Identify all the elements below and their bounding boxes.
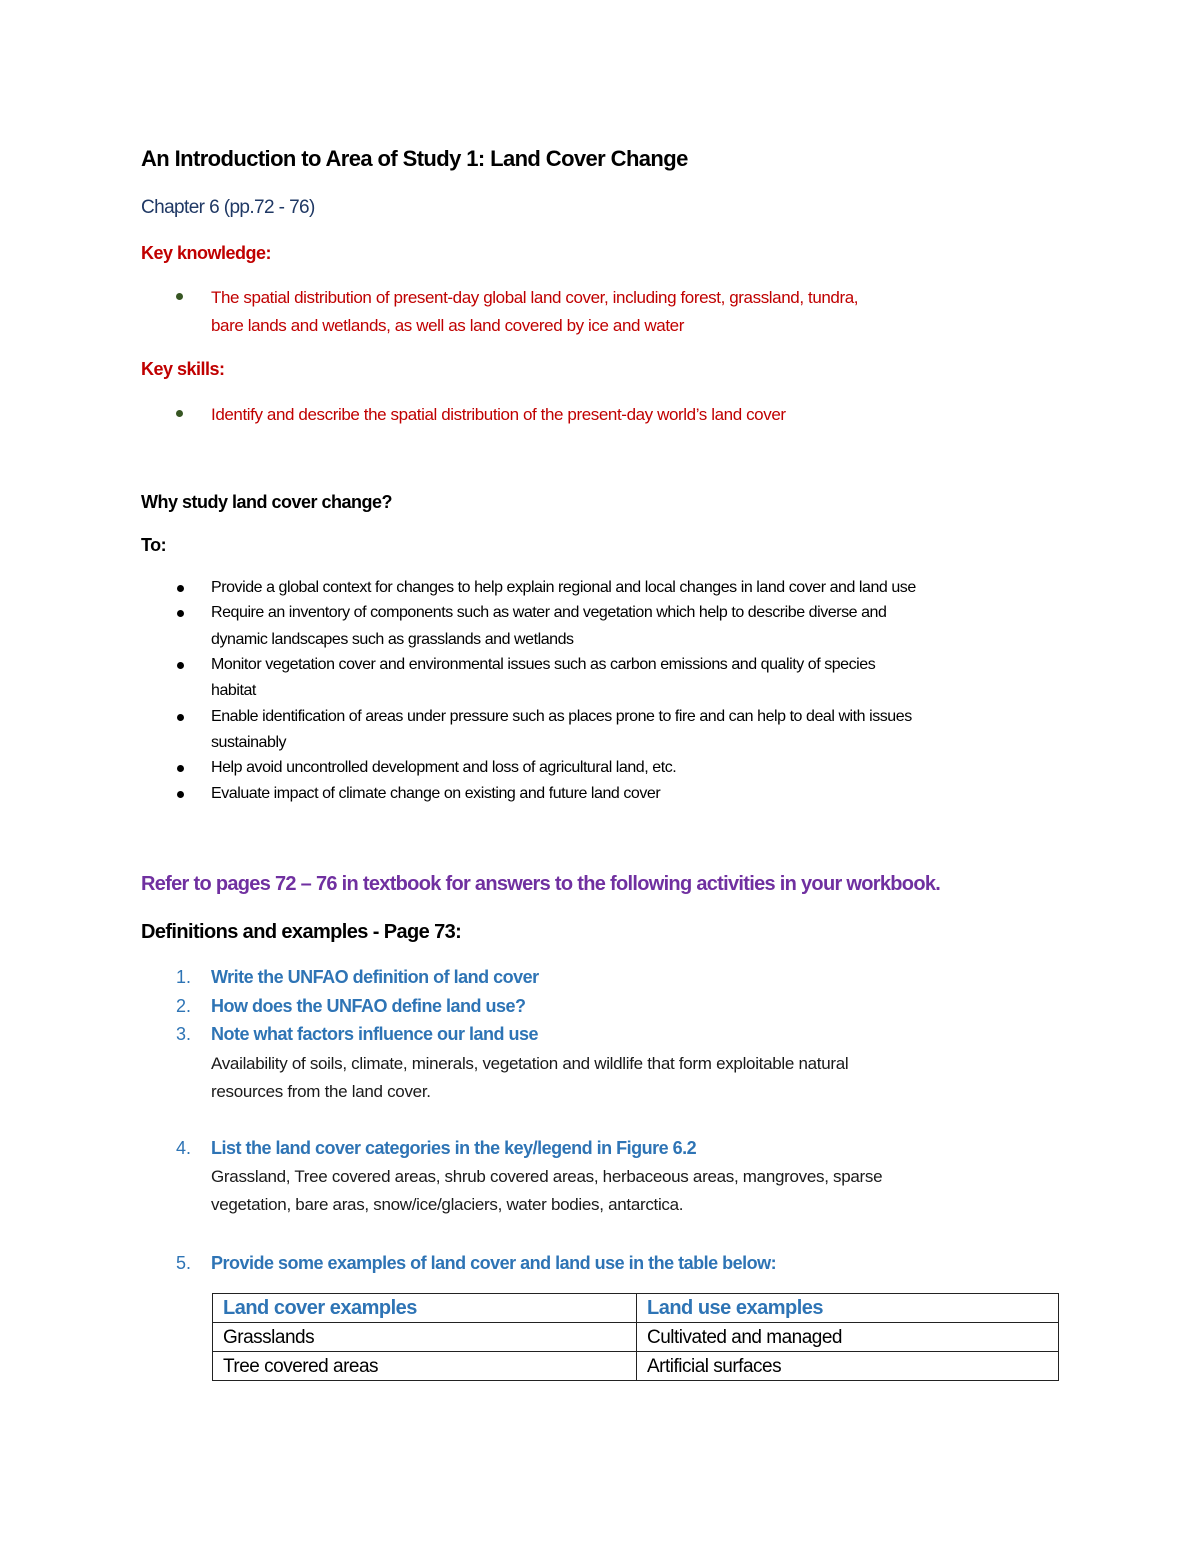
bullet-icon bbox=[176, 410, 183, 417]
key-knowledge-line: bare lands and wetlands, as well as land covered by ice and water bbox=[211, 316, 684, 335]
bullet-icon bbox=[177, 585, 184, 592]
answer-line: Grassland, Tree covered areas, shrub covered areas, herbaceous areas, mangroves, sparse bbox=[211, 1167, 883, 1186]
table-cell: Grasslands bbox=[213, 1323, 637, 1352]
table-header-row bbox=[213, 1294, 1059, 1323]
refer-instruction: Refer to pages 72 – 76 in textbook for answers to the following activities in your workbook. bbox=[141, 873, 941, 895]
bullet-icon bbox=[176, 293, 183, 300]
table-cell: Tree covered areas bbox=[213, 1352, 637, 1381]
why-line: habitat bbox=[211, 682, 256, 699]
why-line: Help avoid uncontrolled development and loss of agricultural land, etc. bbox=[211, 759, 677, 776]
definitions-heading: Definitions and examples - Page 73: bbox=[141, 921, 462, 943]
answer-line: resources from the land cover. bbox=[211, 1082, 431, 1101]
answer-line: Availability of soils, climate, minerals, vegetation and wildlife that form exploitable natural bbox=[211, 1054, 849, 1073]
why-line: Enable identification of areas under pressure such as places prone to fire and can help to deal with issues bbox=[211, 708, 912, 725]
why-line: Require an inventory of components such as water and vegetation which help to describe diverse and bbox=[211, 604, 887, 621]
key-knowledge-heading: Key knowledge: bbox=[141, 243, 272, 263]
question-number: 2. bbox=[176, 996, 192, 1016]
bullet-icon bbox=[177, 791, 184, 798]
key-knowledge-line: The spatial distribution of present-day global land cover, including forest, grassland, tundra, bbox=[211, 288, 859, 307]
question-text: Note what factors influence our land use bbox=[211, 1024, 539, 1044]
bullet-icon bbox=[177, 765, 184, 772]
page-title: An Introduction to Area of Study 1: Land Cover Change bbox=[141, 146, 688, 171]
table-cell: Cultivated and managed bbox=[637, 1323, 1059, 1352]
table-row bbox=[213, 1352, 1059, 1381]
key-skills-heading: Key skills: bbox=[141, 359, 225, 379]
examples-table bbox=[212, 1293, 1059, 1381]
table-cell: Artificial surfaces bbox=[637, 1352, 1059, 1381]
why-line: Evaluate impact of climate change on existing and future land cover bbox=[211, 785, 661, 802]
answer-line: vegetation, bare aras, snow/ice/glaciers, water bodies, antarctica. bbox=[211, 1195, 684, 1214]
why-line: dynamic landscapes such as grasslands and wetlands bbox=[211, 631, 574, 648]
question-number: 3. bbox=[176, 1024, 192, 1044]
question-text: How does the UNFAO define land use? bbox=[211, 996, 526, 1016]
question-text: Provide some examples of land cover and land use in the table below: bbox=[211, 1253, 777, 1273]
why-line: Provide a global context for changes to help explain regional and local changes in land cover and land use bbox=[211, 579, 916, 596]
bullet-icon bbox=[177, 714, 184, 721]
table-row bbox=[213, 1323, 1059, 1352]
why-heading: Why study land cover change? bbox=[141, 492, 393, 512]
table-header: Land cover examples bbox=[213, 1294, 637, 1323]
chapter-reference: Chapter 6 (pp.72 - 76) bbox=[141, 197, 315, 218]
question-number: 4. bbox=[176, 1138, 192, 1158]
question-text: Write the UNFAO definition of land cover bbox=[211, 967, 539, 987]
key-skills-line: Identify and describe the spatial distribution of the present-day world’s land cover bbox=[211, 405, 786, 424]
bullet-icon bbox=[177, 610, 184, 617]
table-header: Land use examples bbox=[637, 1294, 1059, 1323]
question-number: 1. bbox=[176, 967, 192, 987]
why-line: Monitor vegetation cover and environmental issues such as carbon emissions and quality of species bbox=[211, 656, 876, 673]
question-text: List the land cover categories in the key/legend in Figure 6.2 bbox=[211, 1138, 697, 1158]
to-label: To: bbox=[141, 535, 167, 555]
question-number: 5. bbox=[176, 1253, 192, 1273]
bullet-icon bbox=[177, 662, 184, 669]
why-line: sustainably bbox=[211, 734, 287, 751]
